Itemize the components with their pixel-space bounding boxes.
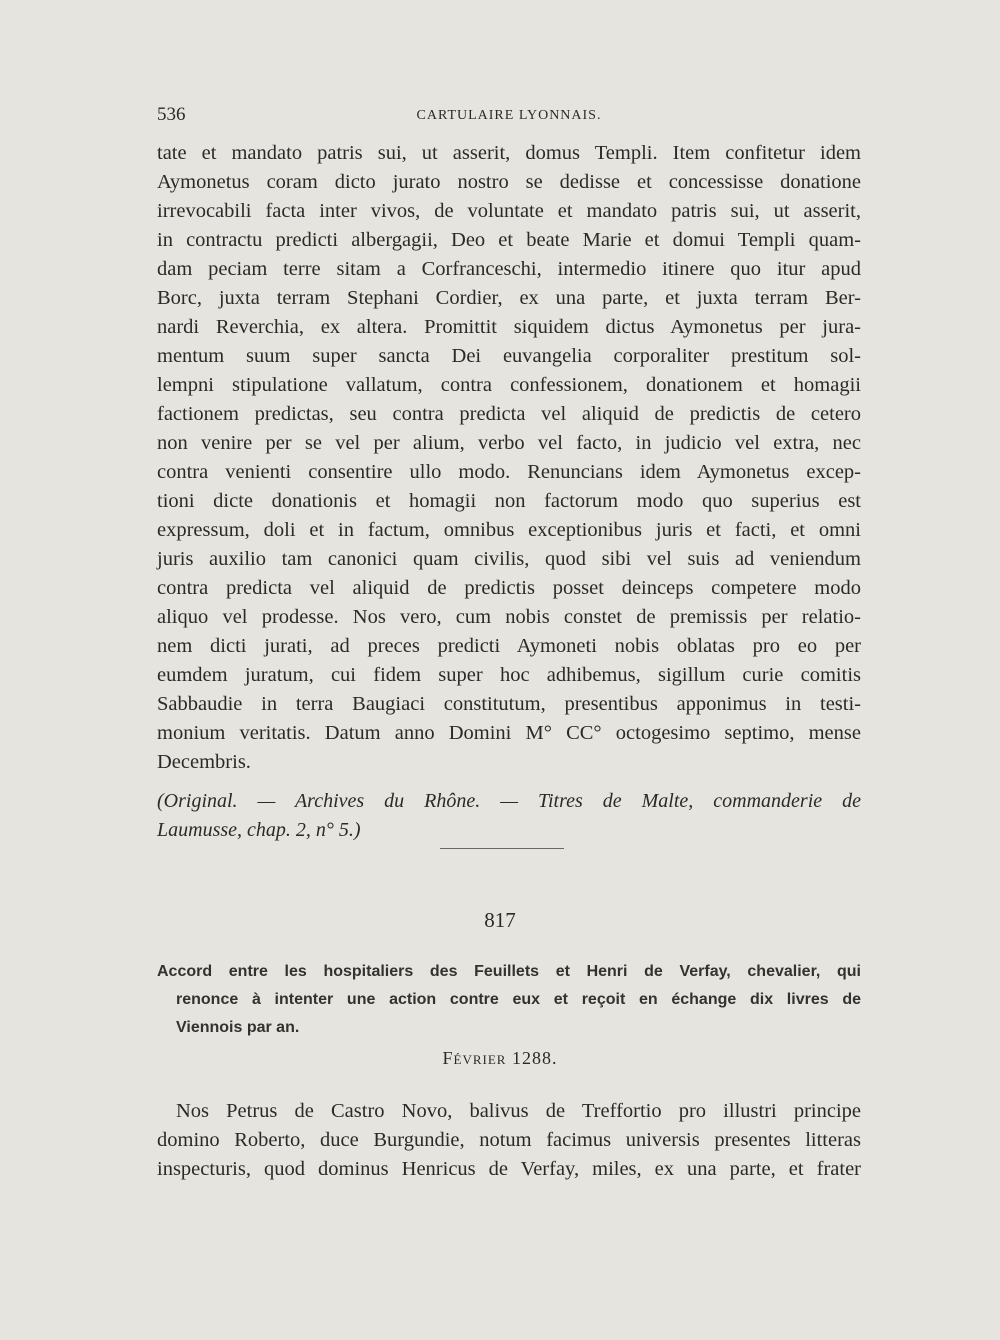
document-date: Février 1288. xyxy=(442,1048,558,1068)
body-line: expressum, doli et in factum, omnibus exceptionibus juris et facti, et omni xyxy=(157,519,861,541)
body-line: mentum suum super sancta Dei euvangelia corporaliter prestitum sol- xyxy=(157,345,861,367)
source-line: Laumusse, chap. 2, n° 5.) xyxy=(157,819,361,841)
text-line: inspecturis, quod dominus Henricus de Verfay, miles, ex una parte, et frater xyxy=(157,1158,861,1180)
body-line: tioni dicte donationis et homagii non factorum modo quo superius est xyxy=(157,490,861,512)
body-line: non venire per se vel per alium, verbo vel facto, in judicio vel extra, nec xyxy=(157,432,861,454)
body-line: nardi Reverchia, ex altera. Promittit siquidem dictus Aymonetus per jura- xyxy=(157,316,861,338)
body-line: Sabbaudie in terra Baugiaci constitutum, presentibus apponimus in testi- xyxy=(157,693,861,715)
body-line: factionem predictas, seu contra predicta vel aliquid de predictis de cetero xyxy=(157,403,861,425)
source-line: (Original. — Archives du Rhône. — Titres de Malte, commanderie de xyxy=(157,790,861,812)
body-line: contra venienti consentire ullo modo. Renuncians idem Aymonetus excep- xyxy=(157,461,861,483)
body-line: Aymonetus coram dicto jurato nostro se dedisse et concessisse donatione xyxy=(157,171,861,193)
page-number: 536 xyxy=(157,104,186,125)
body-line: contra predicta vel aliquid de predictis posset deinceps competere modo xyxy=(157,577,861,599)
body-line: lempni stipulatione vallatum, contra confessionem, donationem et homagii xyxy=(157,374,861,396)
body-line: in contractu predicti albergagii, Deo et beate Marie et domui Templi quam- xyxy=(157,229,861,251)
text-line: domino Roberto, duce Burgundie, notum facimus universis presentes litteras xyxy=(157,1129,861,1151)
page-header xyxy=(157,104,861,128)
running-head: CARTULAIRE LYONNAIS. xyxy=(416,108,602,123)
body-line: Borc, juxta terram Stephani Cordier, ex una parte, et juxta terram Ber- xyxy=(157,287,861,309)
summary-line: Viennois par an. xyxy=(176,1019,300,1036)
body-line: juris auxilio tam canonici quam civilis, quod sibi vel suis ad veniendum xyxy=(157,548,861,570)
body-line: aliquo vel prodesse. Nos vero, cum nobis constet de premissis per relatio- xyxy=(157,606,861,628)
body-line: tate et mandato patris sui, ut asserit, domus Templi. Item confitetur idem xyxy=(157,142,861,164)
body-line: monium veritatis. Datum anno Domini M° CC° octogesimo septimo, mense xyxy=(157,722,861,744)
body-line: Decembris. xyxy=(157,751,251,773)
body-line: irrevocabili facta inter vivos, de voluntate et mandato patris sui, ut asserit, xyxy=(157,200,861,222)
document-number: 817 xyxy=(484,908,516,932)
body-line: dam peciam terre sitam a Corfranceschi, intermedio itinere quo itur apud xyxy=(157,258,861,280)
body-line: nem dicti jurati, ad preces predicti Aymoneti nobis oblatas pro eo per xyxy=(157,635,861,657)
section-divider xyxy=(440,848,564,849)
body-line: eumdem juratum, cui fidem super hoc adhibemus, sigillum curie comitis xyxy=(157,664,861,686)
text-line: Nos Petrus de Castro Novo, balivus de Treffortio pro illustri principe xyxy=(176,1100,861,1122)
summary-line: Accord entre les hospitaliers des Feuillets et Henri de Verfay, chevalier, qui xyxy=(157,963,861,980)
summary-line: renonce à intenter une action contre eux et reçoit en échange dix livres de xyxy=(176,991,861,1008)
